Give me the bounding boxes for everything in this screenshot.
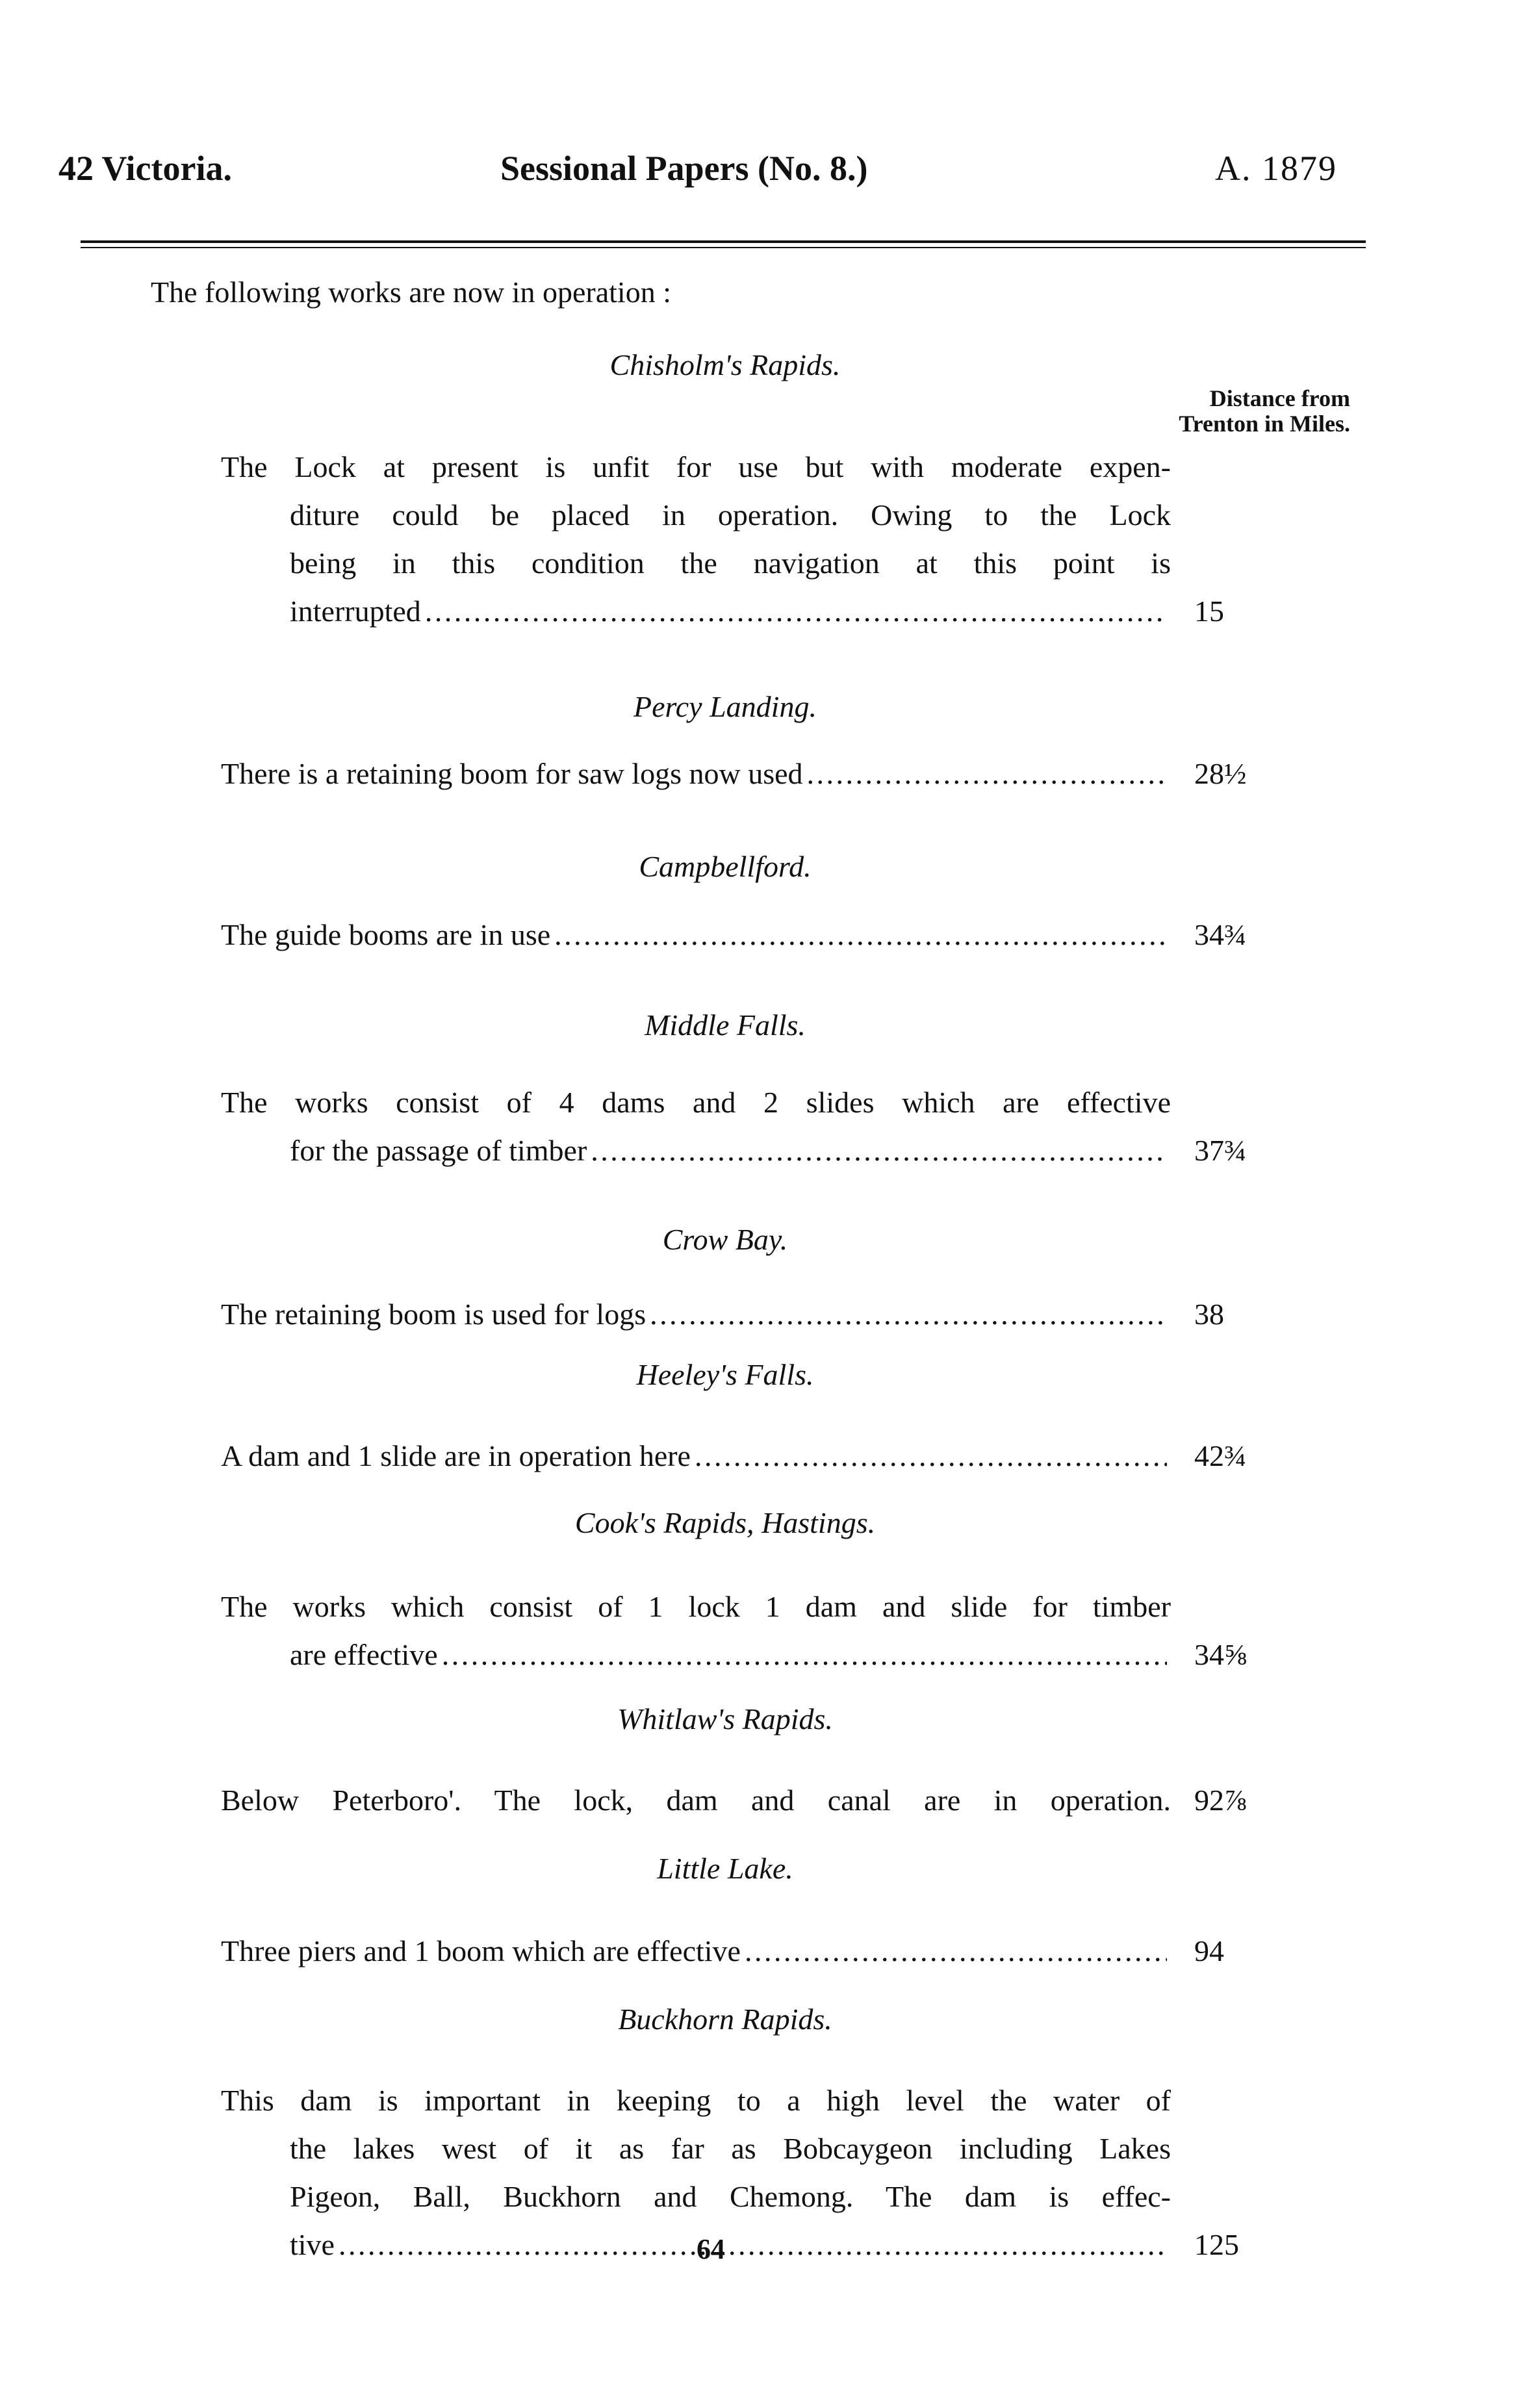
entry-crow-bay (221, 1290, 1171, 1338)
entry-middle-falls (221, 1079, 1171, 1175)
intro-text: The following works are now in operation : (151, 275, 671, 309)
entry-campbellford (221, 911, 1171, 959)
dot-leader (339, 2221, 1167, 2269)
entry-line: for the passage of timber (290, 1134, 587, 1167)
entry-line: are effective (290, 1638, 438, 1671)
entry-percy-landing (221, 750, 1171, 798)
distance-value: 34⅝ (1194, 1638, 1247, 1671)
entry-whitlaws-rapids (221, 1776, 1171, 1825)
entry-line: Three piers and 1 boom which are effective (221, 1934, 741, 1967)
entry-cooks-rapids-hastings (221, 1583, 1171, 1679)
dot-leader (695, 1432, 1167, 1480)
distance-value: 28½ (1194, 757, 1247, 790)
section-title-cooks-rapids-hastings: Cook's Rapids, Hastings. (574, 1506, 876, 1539)
distance-value: 38 (1194, 1298, 1224, 1331)
distance-value: 94 (1194, 1934, 1224, 1967)
entry-line: This dam is important in keeping to a high level the water of (221, 2084, 1171, 2117)
dot-leader (425, 587, 1167, 635)
entry-line: being in this condition the navigation at this point is (290, 546, 1171, 580)
page-number: 64 (697, 2233, 725, 2265)
section-title-chisholms-rapids: Chisholm's Rapids. (609, 348, 841, 381)
header-year: A. 1879 (1215, 149, 1337, 188)
dot-leader (807, 750, 1167, 798)
entry-line: the lakes west of it as far as Bobcaygeon including Lakes (290, 2132, 1171, 2165)
distance-value: 92⅞ (1194, 1784, 1247, 1817)
distance-value: 34¾ (1194, 918, 1247, 951)
entry-line: interrupted (290, 595, 421, 628)
dot-leader (650, 1290, 1167, 1338)
entry-line: Below Peterboro'. The lock, dam and canal are in operation. (221, 1784, 1171, 1817)
distance-value: 125 (1194, 2228, 1239, 2261)
entry-heeleys-falls (221, 1432, 1171, 1480)
entry-line: A dam and 1 slide are in operation here (221, 1439, 691, 1472)
entry-buckhorn-rapids (221, 2077, 1171, 2269)
entry-line: The Lock at present is unfit for use but with moderate expen- (221, 450, 1171, 483)
dot-leader (591, 1127, 1167, 1175)
distance-heading-line2: Trenton in Miles. (1179, 410, 1350, 437)
section-title-little-lake: Little Lake. (657, 1852, 793, 1885)
distance-column-heading (1179, 386, 1350, 437)
distance-heading-line1: Distance from (1209, 385, 1350, 411)
section-title-buckhorn-rapids: Buckhorn Rapids. (618, 2003, 832, 2036)
entry-line: The guide booms are in use (221, 918, 551, 951)
entry-line: diture could be placed in operation. Owing to the Lock (290, 498, 1171, 532)
entry-line: There is a retaining boom for saw logs now used (221, 757, 803, 790)
distance-value: 42¾ (1194, 1439, 1247, 1472)
entry-line: The works which consist of 1 lock 1 dam and slide for timber (221, 1590, 1171, 1623)
section-title-whitlaws-rapids: Whitlaw's Rapids. (617, 1702, 833, 1736)
section-title-crow-bay: Crow Bay. (662, 1223, 788, 1256)
entry-chisholms-rapids (221, 443, 1171, 635)
entry-little-lake (221, 1927, 1171, 1975)
entry-line: Pigeon, Ball, Buckhorn and Chemong. The dam is effec- (290, 2180, 1171, 2213)
section-title-middle-falls: Middle Falls. (645, 1008, 806, 1042)
dot-leader (745, 1927, 1167, 1975)
dot-leader (554, 911, 1167, 959)
header-rule (81, 240, 1366, 243)
header-rule-thin (81, 247, 1366, 248)
section-title-percy-landing: Percy Landing. (634, 690, 817, 723)
header-session: 42 Victoria. (58, 149, 232, 188)
entry-line: The retaining boom is used for logs (221, 1298, 646, 1331)
entry-line: The works consist of 4 dams and 2 slides which are effective (221, 1086, 1171, 1119)
distance-value: 15 (1194, 595, 1224, 628)
section-title-heeleys-falls: Heeley's Falls. (636, 1358, 814, 1391)
entry-line: tive (290, 2228, 335, 2261)
distance-value: 37¾ (1194, 1134, 1247, 1167)
section-title-campbellford: Campbellford. (639, 850, 812, 883)
header-title: Sessional Papers (No. 8.) (500, 149, 868, 188)
dot-leader (442, 1631, 1167, 1679)
